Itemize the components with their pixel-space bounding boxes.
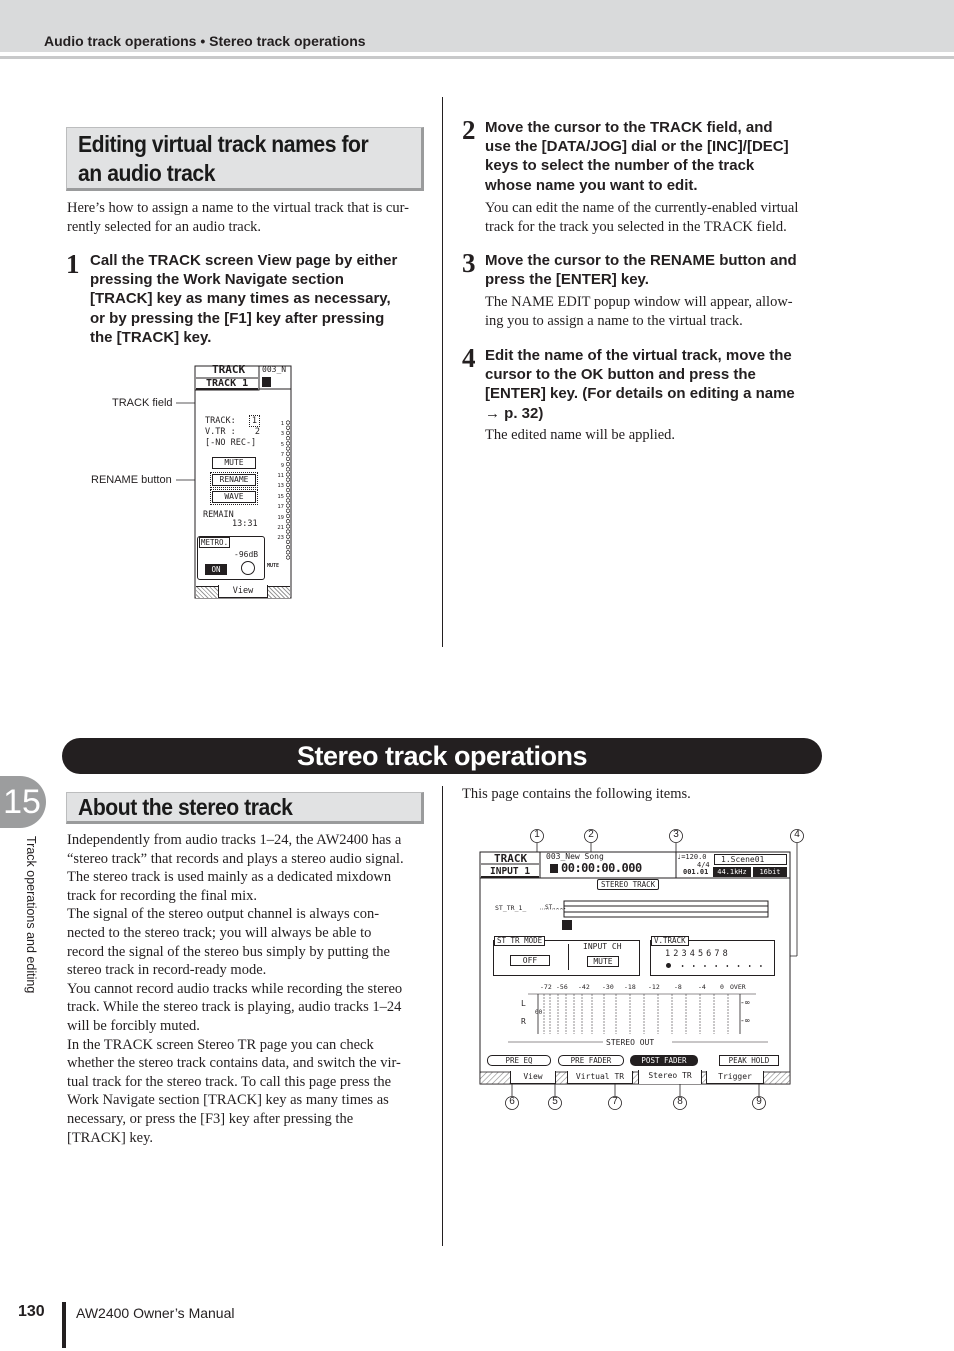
body-line: [TRACK] key. [67, 1129, 154, 1146]
step-number: 1 [66, 249, 80, 279]
page-number: 130 [18, 1303, 45, 1320]
mute-button[interactable]: MUTE [212, 457, 256, 469]
callout-number: 9 [756, 1096, 762, 1107]
callout-number: 6 [509, 1096, 515, 1107]
about-paragraphs [67, 831, 427, 1147]
step-number: 4 [462, 343, 476, 373]
track-field [205, 416, 260, 426]
scene-field[interactable]: 1.Scene01 [714, 854, 787, 865]
meter-scale-tick: -42 [578, 983, 590, 991]
step-number: 2 [462, 115, 476, 145]
step-line: or by pressing the [F1] key after pressing [90, 309, 385, 327]
track-number: 19 [277, 514, 284, 521]
callout-number: 8 [677, 1096, 683, 1107]
step-line: keys to select the number of the track [485, 157, 755, 175]
meter-scale-tick: -12 [648, 983, 660, 991]
callout-number: 7 [612, 1096, 618, 1107]
tab-virtual-tr[interactable]: Virtual TR [567, 1071, 633, 1084]
intro-paragraph [67, 199, 427, 236]
panel-divider [568, 944, 569, 970]
body-line: whether the stereo track contains data, and switch the vir- [67, 1055, 401, 1072]
step-line: Edit the name of the virtual track, move the [485, 347, 792, 364]
vtrack-numbers[interactable]: 1 2 3 4 5 6 7 8 [665, 949, 727, 959]
lock-icon [550, 864, 558, 873]
remain-label: REMAIN [203, 510, 234, 520]
screen-title: TRACK [212, 363, 246, 376]
section-title-line1: Editing virtual track names for [78, 131, 369, 157]
step-line: [TRACK] key as many times as necessary, [90, 290, 391, 308]
meter-scale-tick: -18 [624, 983, 636, 991]
body-line: The NAME EDIT popup window will appear, allow- [485, 294, 793, 310]
manual-title: AW2400 Owner’s Manual [76, 1305, 235, 1321]
body-line: In the TRACK screen Stereo TR page you can check [67, 1036, 374, 1053]
callout-number: 3 [673, 829, 679, 840]
meter-scale-tick: -30 [602, 983, 614, 991]
step-line: cursor to the OK button and press the [485, 366, 756, 384]
stereo-out-label: STEREO OUT [606, 1038, 655, 1047]
meter-scale [538, 983, 746, 993]
chapter-side-label: Track operations and editing [24, 836, 38, 994]
meter: 4/4 [697, 861, 710, 869]
chapter-number: 15 [3, 783, 41, 821]
st-tr-mode-label: ST TR MODE [494, 936, 545, 946]
tab-stereo-tr[interactable]: Stereo TR [638, 1070, 702, 1084]
vtrack-empty-dots [677, 965, 767, 967]
column-divider [442, 786, 443, 1246]
meter-00-label: 00 [535, 1009, 543, 1016]
tempo: ♩=120.0 [677, 853, 707, 861]
track-number: 13 [277, 483, 284, 490]
tab-trigger[interactable]: Trigger [706, 1071, 764, 1084]
meter-scale-tick: -56 [556, 983, 568, 991]
track-number-column [270, 419, 284, 544]
step-line: whose name you want to edit. [485, 176, 698, 194]
st-label: ST.... [545, 904, 567, 911]
body-line: will be forcibly muted. [67, 1017, 200, 1034]
track-value[interactable]: 1 [249, 415, 260, 427]
song-name: 003_New Song [546, 852, 604, 861]
callout-track-field: TRACK field [112, 397, 173, 409]
step-4-text [485, 346, 825, 423]
step-line: Move the cursor to the TRACK field, and [485, 119, 773, 136]
intro-line: Here’s how to assign a name to the virtual track that is cur- [67, 200, 409, 216]
step-2-text [485, 118, 825, 195]
metro-knob-icon[interactable] [241, 561, 255, 575]
intro-line: rently selected for an audio track. [67, 218, 262, 235]
track-status-dots [285, 420, 291, 560]
body-line: stereo track in record-ready mode. [67, 962, 267, 979]
body-line: tual track for the stereo track. To call this page press the [67, 1073, 392, 1090]
screen-input: INPUT 1 [490, 866, 531, 877]
bar-position: 001.01 [683, 868, 709, 876]
track-number: 23 [277, 535, 284, 542]
input-ch-mute-button[interactable]: MUTE [587, 956, 619, 967]
meter-scale-tick: -72 [540, 983, 552, 991]
body-line: necessary, or press the [F3] key after pressing the [67, 1110, 354, 1127]
footer-bar [62, 1302, 66, 1348]
metro-level: -96dB [234, 550, 259, 559]
mute-small-label: MUTE [267, 563, 280, 569]
step-line: Move the cursor to the RENAME button and [485, 252, 797, 269]
vtrack-selected-dot [666, 963, 671, 968]
body-line: You can edit the name of the currently-enabled virtual [485, 200, 799, 216]
stereo-intro: This page contains the following items. [462, 786, 691, 802]
post-fader-button[interactable]: POST FADER [630, 1055, 698, 1066]
screen-song: 003_N [262, 365, 287, 374]
step-2-body [485, 199, 825, 236]
screen-subtitle: TRACK 1 [206, 378, 249, 389]
track-number: 9 [280, 462, 284, 469]
pre-eq-button[interactable]: PRE EQ [487, 1055, 551, 1066]
step-1-text [90, 251, 430, 347]
remain-value: 13:31 [232, 519, 258, 529]
body-line: Work Navigate section [TRACK] key as many times as [67, 1092, 389, 1109]
input-ch-label: INPUT CH [583, 942, 622, 951]
step-line: pressing the Work Navigate section [90, 271, 344, 289]
step-number: 3 [462, 248, 476, 278]
sample-rate: 44.1kHz [713, 867, 751, 877]
metro-on-button[interactable]: ON [205, 564, 227, 575]
metro-label: METRO. [201, 538, 229, 547]
meter-l-label: L [521, 999, 526, 1008]
body-line: You cannot record audio tracks while recording the stereo [67, 980, 403, 997]
callout-circles-top [531, 830, 804, 843]
track-number: 17 [277, 504, 284, 511]
step-line: → p. 32) [485, 404, 544, 422]
step-line: [ENTER] key. (For details on editing a name [485, 385, 795, 403]
step-3-body [485, 293, 825, 330]
callout-circles-bottom [506, 1097, 766, 1110]
meter-scale-tick: -8 [674, 983, 682, 991]
section-banner-title: Stereo track operations [296, 741, 588, 771]
timecode: 00:00:00.000 [561, 861, 642, 875]
body-line: nected to the stereo track; you will always be able to [67, 924, 372, 941]
body-line: The signal of the stereo output channel is always con- [67, 906, 380, 923]
track-number: 7 [280, 452, 284, 459]
body-line: “stereo track” that records and plays a stereo audio signal. [67, 850, 404, 867]
meter-l-value: -∞ [740, 998, 750, 1007]
callout-number: 2 [588, 829, 594, 840]
callout-rename-button: RENAME button [91, 474, 172, 486]
callout-number: 5 [552, 1096, 558, 1107]
st-tr-mode-off-button[interactable]: OFF [510, 955, 550, 966]
tab-view[interactable]: View [510, 1071, 556, 1084]
column-divider [442, 97, 443, 647]
st-tr-label: ST_TR_1_ [495, 904, 527, 912]
peak-hold-button[interactable]: PEAK HOLD [719, 1055, 779, 1066]
body-line: record the signal of the stereo bus simply by putting the [67, 943, 390, 960]
body-line: track. While the stereo track is playing, audio tracks 1–24 [67, 999, 402, 1016]
step-line: use the [DATA/JOG] dial or the [INC]/[DEC] [485, 138, 789, 156]
track-label: TRACK: [205, 416, 236, 426]
vtr-field [205, 427, 260, 437]
vtrack-label: V.TRACK [651, 936, 689, 946]
meter-r-label: R [521, 1017, 526, 1026]
tab-view[interactable]: View [218, 585, 268, 598]
meter-scale-tick: OVER [730, 983, 746, 991]
body-line: The stereo track is used mainly as a dedicated mixdown [67, 869, 392, 886]
pre-fader-button[interactable]: PRE FADER [558, 1055, 624, 1066]
step-4-body: The edited name will be applied. [485, 427, 676, 443]
vtr-value[interactable]: 2 [254, 427, 260, 437]
track-number: 11 [277, 473, 284, 480]
screen-title: TRACK [494, 852, 528, 865]
meter-r-value: -∞ [740, 1016, 750, 1025]
body-line: Independently from audio tracks 1–24, the AW2400 has a [67, 832, 402, 848]
vtr-label: V.TR : [205, 427, 236, 437]
subsection-title: About the stereo track [78, 794, 293, 820]
section-title-line2: an audio track [78, 160, 216, 186]
body-line: track for recording the final mix. [67, 887, 258, 904]
bit-depth: 16bit [753, 867, 787, 877]
callout-number: 4 [794, 829, 800, 840]
breadcrumb: Audio track operations • Stereo track operations [44, 33, 366, 49]
track-number: 21 [277, 525, 284, 532]
header-rule [0, 56, 954, 59]
step-line: Call the TRACK screen View page by either [90, 252, 398, 269]
track-number: 5 [280, 441, 284, 448]
stereo-track-button[interactable]: STEREO TRACK [597, 879, 659, 890]
rec-name: [-NO REC-] [205, 438, 257, 448]
track-number: 15 [277, 493, 284, 500]
step-3-text [485, 251, 825, 289]
meter-scale-tick: 0 [720, 983, 724, 991]
step-line: the [TRACK] key. [90, 328, 212, 346]
meter-scale-tick: -4 [698, 983, 706, 991]
callout-number: 1 [534, 829, 540, 840]
track-number: 3 [280, 431, 284, 438]
body-line: ing you to assign a name to the virtual track. [485, 312, 743, 329]
rename-button[interactable]: RENAME [212, 474, 256, 486]
wave-button[interactable]: WAVE [212, 491, 256, 503]
track-number: 1 [280, 421, 284, 427]
body-line: track for the track you selected in the TRACK field. [485, 218, 787, 235]
step-line: press the [ENTER] key. [485, 271, 649, 289]
